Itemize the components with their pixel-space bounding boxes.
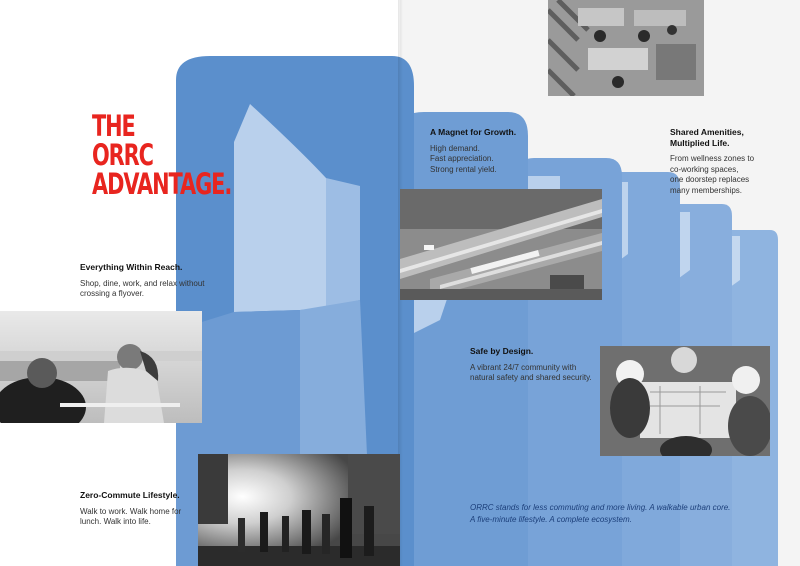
feature-commute-body [80,507,200,528]
feature-safe-heading: Safe by Design. [470,346,534,356]
feature-reach-heading: Everything Within Reach. [80,262,183,272]
feature-reach-line-1: Shop, dine, work, and relax without [80,278,205,288]
photo-coworking [548,0,704,96]
coworking-photo-image [548,0,704,96]
feature-reach-body [80,279,230,300]
closing-statement [470,502,770,526]
feature-reach-line-2: crossing a flyover. [80,289,145,298]
commuters-photo-image [198,454,400,566]
closing-line-2: A five-minute lifestyle. A complete ecosystem. [470,515,632,524]
page-title [92,109,236,201]
closing-line-1: ORRC stands for less commuting and more living. A walkable urban core. [470,503,731,512]
feature-safe-line-1: A vibrant 24/7 community with [470,362,577,372]
photo-engineers [600,346,770,456]
engineers-photo-image [600,346,770,456]
feature-growth-line-2: Fast appreciation. [430,154,494,163]
feature-amenities-line-4: many memberships. [670,185,743,195]
feature-growth-line-1: High demand. [430,143,480,153]
feature-growth [430,127,530,175]
photo-dining [0,311,202,423]
feature-safe [470,346,610,384]
feature-safe-body [470,363,610,384]
feature-commute-line-2: lunch. Walk into life. [80,517,151,526]
feature-safe-line-2: natural safety and shared security. [470,373,592,382]
photo-metro [400,189,602,300]
title-line-2: ORRC [92,138,153,172]
feature-commute-line-1: Walk to work. Walk home for [80,506,182,516]
feature-growth-line-3: Strong rental yield. [430,164,497,174]
feature-commute-heading: Zero-Commute Lifestyle. [80,490,180,500]
feature-amenities-body [670,154,780,196]
photo-commuters [198,454,400,566]
feature-growth-body [430,144,530,176]
title-line-3: ADVANTAGE. [92,167,232,201]
feature-growth-heading: A Magnet for Growth. [430,127,517,137]
title-line-1: THE [92,109,135,143]
feature-amenities [670,127,780,196]
feature-amenities-line-1: From wellness zones to [670,154,755,163]
feature-amenities-line-2: co-working spaces, [670,164,739,174]
feature-reach [80,262,230,300]
dining-photo-image [0,311,202,423]
feature-amenities-heading: Shared Amenities, Multiplied Life. [670,127,744,148]
metro-photo-image [400,189,602,300]
feature-commute [80,490,200,528]
feature-amenities-line-3: one doorstep replaces [670,175,750,184]
